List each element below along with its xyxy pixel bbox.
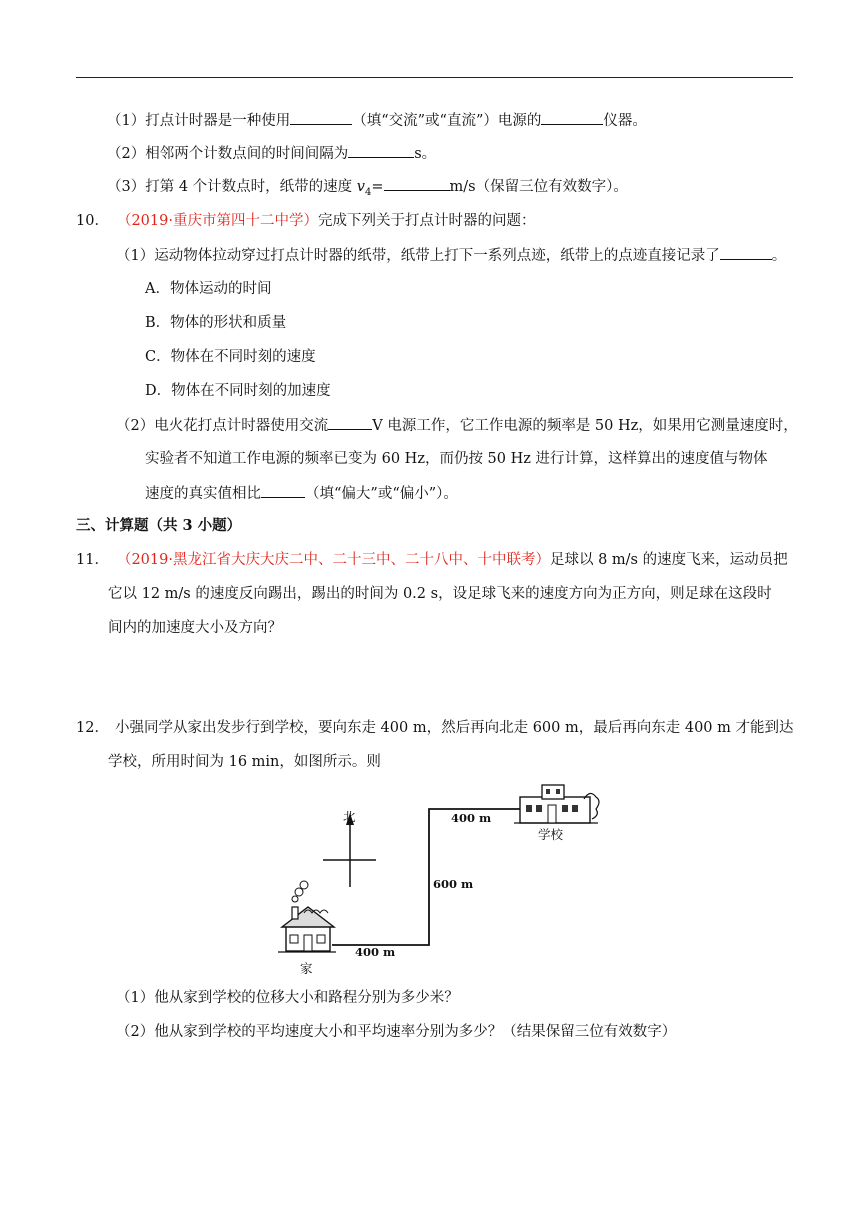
q10-stem: 10． （2019·重庆市第四十二中学）完成下列关于打点计时器的问题： — [76, 213, 536, 229]
q10-part1: （1）运动物体拉动穿过打点计时器的纸带，纸带上打下一系列点迹，纸带上的点迹直接记录了 。 — [116, 245, 786, 266]
q10-option-c[interactable]: C．物体在不同时刻的速度 — [145, 349, 316, 365]
q12-line2: 学校，所用时间为 16 min，如图所示。则 — [108, 754, 381, 770]
segment-label-vertical: 600 m — [433, 877, 474, 891]
answer-blank[interactable] — [328, 415, 372, 430]
q10-source: （2019·重庆市第四十二中学） — [116, 213, 318, 229]
segment-label-bottom: 400 m — [355, 945, 396, 959]
answer-blank[interactable] — [720, 245, 772, 260]
q11-line1: 11． （2019·黑龙江省大庆大庆二中、二十三中、二十八中、十中联考）足球以 8 m/s 的速度飞来，运动员把 — [76, 552, 788, 568]
q12-part2: （2）他从家到学校的平均速度大小和平均速率分别为多少？（结果保留三位有效数字） — [116, 1024, 677, 1040]
home-label: 家 — [300, 961, 313, 976]
north-label: 北 — [343, 809, 356, 824]
q11-line2: 它以 12 m/s 的速度反向踢出，踢出的时间为 0.2 s，设足球飞来的速度方向为正方向，则足球在这段时 — [108, 586, 772, 602]
answer-blank[interactable] — [541, 110, 603, 125]
school-icon — [514, 785, 599, 823]
answer-blank[interactable] — [348, 143, 414, 158]
home-icon — [278, 881, 336, 952]
q11-source: （2019·黑龙江省大庆大庆二中、二十三中、二十八中、十中联考） — [116, 552, 550, 568]
q10-part2-line3: 速度的真实值相比 （填“偏大”或“偏小”）。 — [145, 483, 458, 504]
q9-part2: （2）相邻两个计数点间的时间间隔为 s。 — [107, 143, 436, 164]
q10-option-b[interactable]: B．物体的形状和质量 — [145, 315, 287, 331]
q9-part3: （3）打第 4 个计数点时，纸带的速度 $v_4= m/s$（保留三位有效数字）。 — [107, 176, 628, 203]
q10-part2-line2: 实验者不知道工作电源的频率已变为 60 Hz，而仍按 50 Hz 进行计算，这样算出的速度值与物体 — [145, 451, 768, 467]
answer-blank[interactable] — [384, 176, 450, 191]
q10-option-d[interactable]: D．物体在不同时刻的加速度 — [145, 383, 331, 399]
section-heading: 三、计算题（共 3 小题） — [76, 517, 242, 534]
header-rule — [76, 77, 793, 78]
route-figure — [270, 775, 610, 980]
answer-blank[interactable] — [290, 110, 352, 125]
segment-label-top: 400 m — [451, 811, 492, 825]
q10-option-a[interactable]: A．物体运动的时间 — [145, 281, 272, 297]
answer-blank[interactable] — [261, 483, 305, 498]
q12-line1: 12． 小强同学从家出发步行到学校，要向东走 400 m，然后再向北走 600 m，最后再向东走 400 m 才能到达 — [76, 720, 794, 736]
q9-part1: （1）打点计时器是一种使用 （填“交流”或“直流”）电源的 仪器。 — [107, 110, 647, 131]
route-path — [332, 809, 520, 945]
q12-part1: （1）他从家到学校的位移大小和路程分别为多少米？ — [116, 990, 459, 1006]
q11-line3: 间内的加速度大小及方向？ — [108, 620, 282, 636]
q10-part2-line1: （2）电火花打点计时器使用交流 V 电源工作，它工作电源的频率是 50 Hz，如果用它测量速度时， — [116, 415, 798, 436]
school-label: 学校 — [538, 827, 564, 842]
